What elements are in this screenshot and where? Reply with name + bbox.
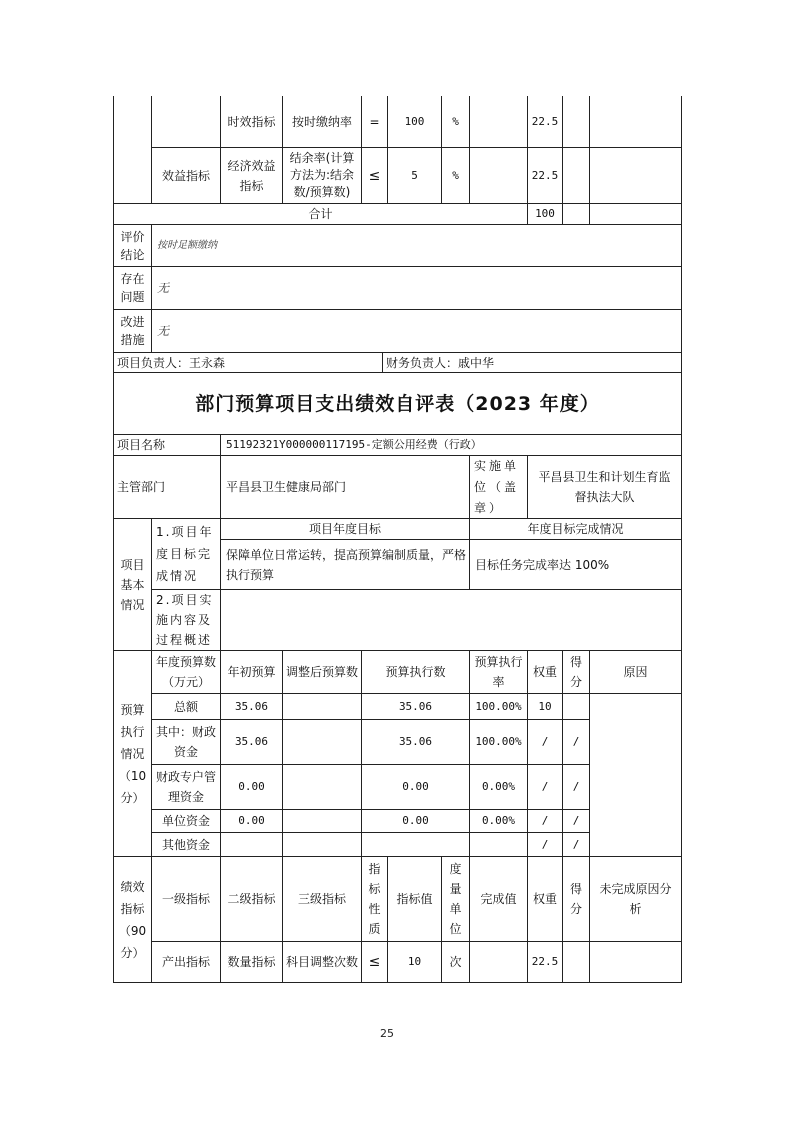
total-score (562, 203, 590, 225)
budget-cell-name: 其他资金 (151, 832, 221, 858)
budget-cell-name: 其中：财政资金 (151, 719, 221, 765)
performance-section-label: 绩效指标（90分） (113, 856, 152, 983)
budget-cell-weight: / (527, 719, 563, 765)
budget-header: 预算执行数 (361, 650, 470, 694)
completion-value: 目标任务完成率达 100% (469, 539, 682, 590)
level3-cell: 结余率(计算方法为:结余数/预算数) (282, 147, 362, 204)
perf-unit: 次 (441, 941, 470, 983)
operator-cell: ≤ (361, 147, 388, 204)
budget-cell-executed (361, 832, 470, 858)
weight-cell: 22.5 (527, 96, 563, 148)
budget-header: 调整后预算数 (282, 650, 362, 694)
impl-unit-value: 平昌县卫生和计划生育监督执法大队 (527, 455, 682, 519)
budget-cell-initial: 35.06 (220, 719, 283, 765)
budget-cell-initial (220, 832, 283, 858)
done-cell (469, 147, 528, 204)
goal-value: 保障单位日常运转，提高预算编制质量，严格执行预算 (220, 539, 470, 590)
level3-cell: 按时缴纳率 (282, 96, 362, 148)
evaluation-value: 按时足额缴纳 (151, 224, 682, 267)
perf-header: 一级指标 (151, 856, 221, 942)
perf-header: 完成值 (469, 856, 528, 942)
improvements-value: 无 (151, 309, 682, 353)
perf-header: 未完成原因分析 (589, 856, 682, 942)
budget-cell-adjusted (282, 809, 362, 833)
perf-reason (589, 941, 682, 983)
budget-cell-initial: 35.06 (220, 693, 283, 720)
perf-header: 三级指标 (282, 856, 362, 942)
perf-header: 指标性质 (361, 856, 388, 942)
impl-unit-label: 实施单位（盖章） (469, 455, 528, 519)
level2-cell: 经济效益指标 (220, 147, 283, 204)
done-cell (469, 96, 528, 148)
unit-cell: % (441, 96, 470, 148)
budget-cell-rate: 0.00% (469, 764, 528, 810)
budget-cell-score: / (562, 832, 590, 858)
improvements-label: 改进措施 (113, 309, 152, 353)
finance-leader: 财务负责人：戚中华 (382, 352, 682, 373)
budget-header: 原因 (589, 650, 682, 694)
budget-cell-initial: 0.00 (220, 764, 283, 810)
budget-header: 权重 (527, 650, 563, 694)
level1-cell: 效益指标 (151, 147, 221, 204)
score-cell (562, 147, 590, 204)
perf-operator: ≤ (361, 941, 388, 983)
project-name-label: 项目名称 (113, 434, 221, 456)
budget-cell-rate: 100.00% (469, 719, 528, 765)
level1-col-continued (151, 96, 221, 148)
goal-label: 1.项目年度目标完成情况 (151, 518, 221, 590)
budget-cell-rate (469, 832, 528, 858)
score-cell (562, 96, 590, 148)
completion-header: 年度目标完成情况 (469, 518, 682, 540)
budget-header: 预算执行率 (469, 650, 528, 694)
budget-cell-adjusted (282, 719, 362, 765)
weight-cell: 22.5 (527, 147, 563, 204)
dept-value: 平昌县卫生健康局部门 (220, 455, 470, 519)
perf-header: 指标值 (387, 856, 442, 942)
impl-label: 2.项目实施内容及过程概述 (151, 589, 221, 651)
budget-cell-weight: / (527, 764, 563, 810)
page-number: 25 (380, 1027, 394, 1040)
budget-cell-score (562, 693, 590, 720)
perf-header: 得分 (562, 856, 590, 942)
budget-section-label: 预算执行情况（10分） (113, 650, 152, 857)
form-title: 部门预算项目支出绩效自评表（2023 年度） (113, 372, 682, 435)
budget-cell-rate: 0.00% (469, 809, 528, 833)
perf-header: 权重 (527, 856, 563, 942)
reason-cell (589, 96, 682, 148)
budget-cell-executed: 0.00 (361, 764, 470, 810)
problems-label: 存在问题 (113, 266, 152, 310)
perf-weight: 22.5 (527, 941, 563, 983)
budget-cell-score: / (562, 809, 590, 833)
perf-level2: 数量指标 (220, 941, 283, 983)
section-col-continued (113, 96, 152, 210)
project-leader: 项目负责人：王永森 (113, 352, 383, 373)
perf-header: 二级指标 (220, 856, 283, 942)
perf-done (469, 941, 528, 983)
budget-cell-name: 单位资金 (151, 809, 221, 833)
reason-cell (589, 147, 682, 204)
value-cell: 100 (387, 96, 442, 148)
budget-cell-executed: 0.00 (361, 809, 470, 833)
level2-cell: 时效指标 (220, 96, 283, 148)
perf-value: 10 (387, 941, 442, 983)
budget-header: 得分 (562, 650, 590, 694)
goal-header: 项目年度目标 (220, 518, 470, 540)
budget-cell-rate: 100.00% (469, 693, 528, 720)
budget-header: 年初预算 (220, 650, 283, 694)
perf-level3: 科目调整次数 (282, 941, 362, 983)
budget-cell-executed: 35.06 (361, 693, 470, 720)
budget-cell-executed: 35.06 (361, 719, 470, 765)
dept-label: 主管部门 (113, 455, 221, 519)
total-weight: 100 (527, 203, 563, 225)
perf-level1: 产出指标 (151, 941, 221, 983)
problems-value: 无 (151, 266, 682, 310)
budget-cell-adjusted (282, 693, 362, 720)
budget-reason (589, 693, 682, 857)
basic-info-label: 项目基本情况 (113, 518, 152, 651)
budget-cell-name: 总额 (151, 693, 221, 720)
budget-cell-initial: 0.00 (220, 809, 283, 833)
total-reason (589, 203, 682, 225)
operator-cell: = (361, 96, 388, 148)
project-name-value: 51192321Y000000117195-定额公用经费（行政） (220, 434, 682, 456)
budget-cell-weight: / (527, 809, 563, 833)
budget-cell-score: / (562, 764, 590, 810)
budget-cell-name: 财政专户管理资金 (151, 764, 221, 810)
unit-cell: % (441, 147, 470, 204)
budget-cell-weight: 10 (527, 693, 563, 720)
impl-value (220, 589, 682, 651)
budget-cell-score: / (562, 719, 590, 765)
budget-cell-adjusted (282, 832, 362, 858)
perf-header: 度量单位 (441, 856, 470, 942)
total-label: 合计 (113, 203, 528, 225)
evaluation-label: 评价结论 (113, 224, 152, 267)
budget-header: 年度预算数（万元） (151, 650, 221, 694)
budget-cell-adjusted (282, 764, 362, 810)
value-cell: 5 (387, 147, 442, 204)
budget-cell-weight: / (527, 832, 563, 858)
perf-score (562, 941, 590, 983)
